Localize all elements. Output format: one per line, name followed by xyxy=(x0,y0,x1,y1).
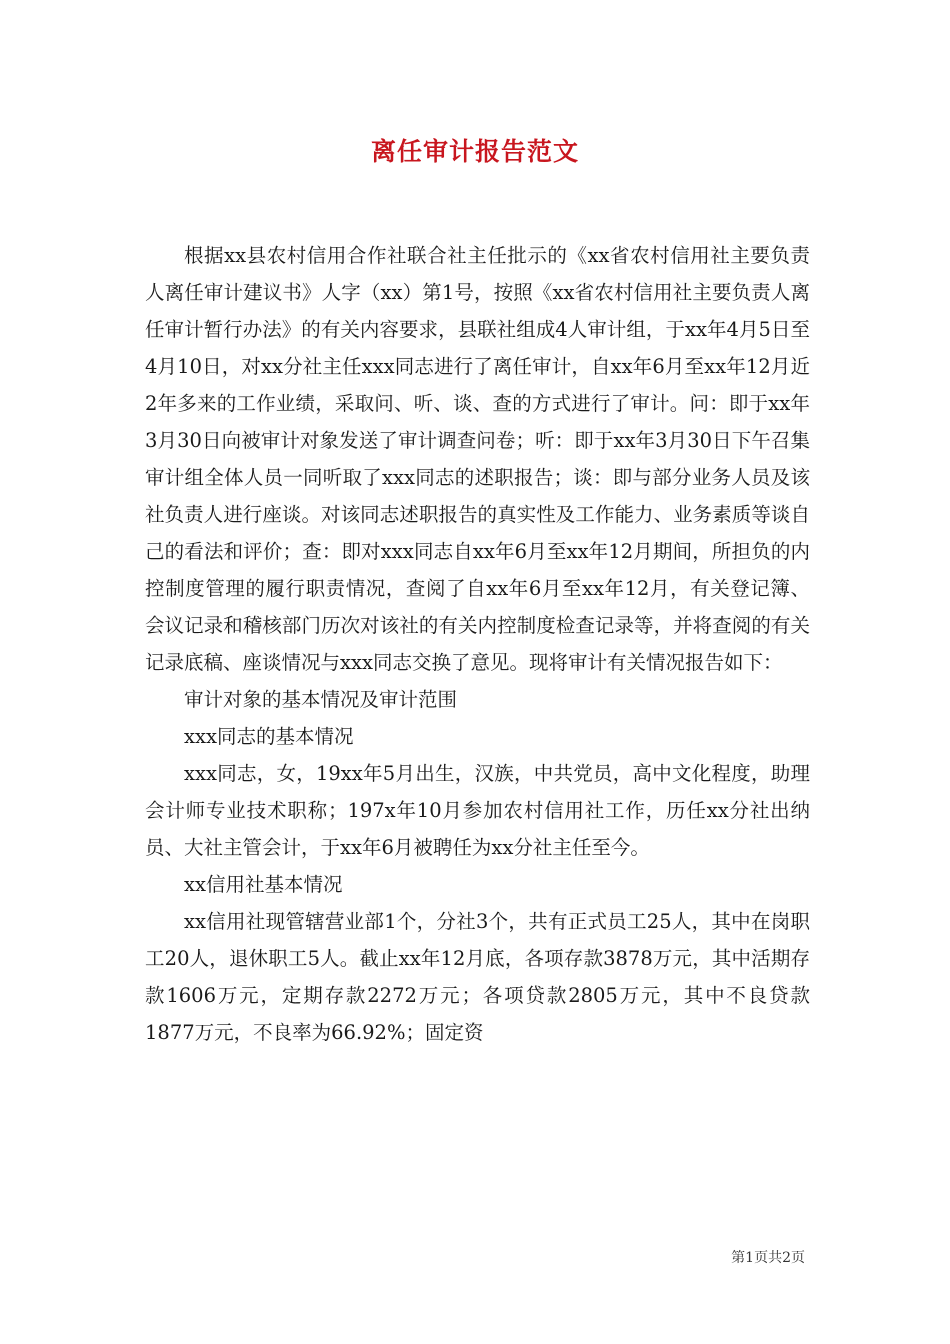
page-number: 第1页共2页 xyxy=(731,1250,805,1266)
subsection-heading: xx信用社基本情况 xyxy=(184,873,343,896)
paragraph-person: xxx同志，女，19xx年5月出生，汉族，中共党员，高中文化程度，助理会计师专业技术职称；197x年10月参加农村信用社工作，历任xx分社出纳员、大社主管会计，于xx年6月被聘任为xx分社主任至今。 xyxy=(145,762,810,859)
paragraph-intro: 根据xx县农村信用合作社联合社主任批示的《xx省农村信用社主要负责人离任审计建议书》人字（xx）第1号，按照《xx省农村信用社主要负责人离任审计暂行办法》的有关内容要求，县联社组成4人审计组，于xx年4月5日至4月10日，对xx分社主任xxx同志进行了离任审计，自xx年6月至xx年12月近2年多来的工作业绩，采取问、听、谈、查的方式进行了审计。问：即于xx年3月30日向被审计对象发送了审计调查问卷；听：即于xx年3月30日下午召集审计组全体人员一同听取了xxx同志的述职报告；谈：即与部分业务人员及该社负责人进行座谈。对该同志述职报告的真实性及工作能力、业务素质等谈自己的看法和评价；查：即对xxx同志自xx年6月至xx年12月期间，所担负的内控制度管理的履行职责情况，查阅了自xx年6月至xx年12月，有关登记簿、会议记录和稽核部门历次对该社的有关内控制度检查记录等，并将查阅的有关记录底稿、座谈情况与xxx同志交换了意见。现将审计有关情况报告如下： xyxy=(145,244,810,674)
document-body xyxy=(145,237,810,1051)
document-title: 离任审计报告范文 xyxy=(370,137,579,166)
subsection-heading: xxx同志的基本情况 xyxy=(184,725,354,748)
paragraph-credit-union: xx信用社现管辖营业部1个，分社3个，共有正式员工25人，其中在岗职工20人，退休职工5人。截止xx年12月底，各项存款3878万元，其中活期存款1606万元，定期存款2272万元；各项贷款2805万元，其中不良贷款1877万元，不良率为66.92%；固定资 xyxy=(145,910,810,1044)
section-heading: 审计对象的基本情况及审计范围 xyxy=(184,688,458,711)
